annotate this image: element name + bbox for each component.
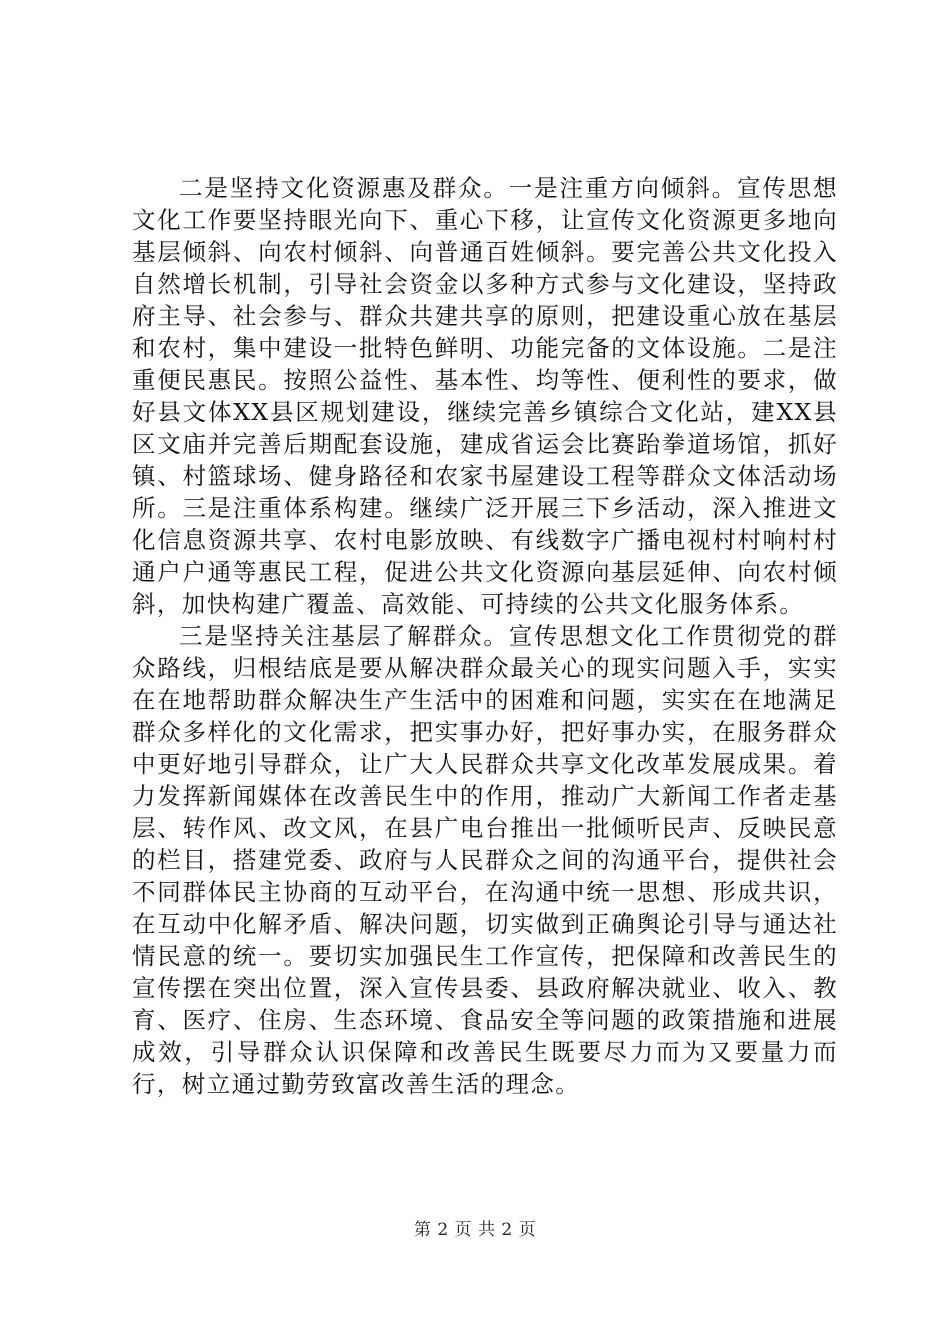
page-footer (0, 1220, 950, 1240)
paragraph-grassroots-focus: 三是坚持关注基层了解群众。宣传思想文化工作贯彻党的群众路线，归根结底是要从解决群众最关心的现实问题入手，实实在在地帮助群众解决生产生活中的困难和问题，实实在在地满足群众多样化的文化需求，把实事办好，把好事办实，在服务群众中更好地引导群众，让广大人民群众共享文化改革发展成果。着力发挥新闻媒体在改善民生中的作用，推动广大新闻工作者走基层、转作风、改文风，在县广电台推出一批倾听民声、反映民意的栏目，搭建党委、政府与人民群众之间的沟通平台，提供社会不同群体民主协商的互动平台，在沟通中统一思想、形成共识，在互动中化解矛盾、解决问题，切实做到正确舆论引导与通达社情民意的统一。要切实加强民生工作宣传，把保障和改善民生的宣传摆在突出位置，深入宣传县委、县政府解决就业、收入、教育、医疗、住房、生态环境、食品安全等问题的政策措施和进展成效，引导群众认识保障和改善民生既要尽力而为又要量力而行，树立通过勤劳致富改善生活的理念。 (132, 622, 838, 1098)
paragraph-culture-resources: 二是坚持文化资源惠及群众。一是注重方向倾斜。宣传思想文化工作要坚持眼光向下、重心下移，让宣传文化资源更多地向基层倾斜、向农村倾斜、向普通百姓倾斜。要完善公共文化投入自然增长机制，引导社会资金以多种方式参与文化建设，坚持政府主导、社会参与、群众共建共享的原则，把建设重心放在基层和农村，集中建设一批特色鲜明、功能完备的文体设施。二是注重便民惠民。按照公益性、基本性、均等性、便利性的要求，做好县文体XX县区规划建设，继续完善乡镇综合文化站，建XX县区文庙并完善后期配套设施，建成省运会比赛跆拳道场馆，抓好镇、村篮球场、健身路径和农家书屋建设工程等群众文体活动场所。三是注重体系构建。继续广泛开展三下乡活动，深入推进文化信息资源共享、农村电影放映、有线数字广播电视村村响村村通户户通等惠民工程，促进公共文化资源向基层延伸、向农村倾斜，加快构建广覆盖、高效能、可持续的公共文化服务体系。 (132, 174, 838, 618)
document-body (132, 172, 838, 1100)
page-number-label: 第 2 页 共 2 页 (413, 1220, 537, 1240)
